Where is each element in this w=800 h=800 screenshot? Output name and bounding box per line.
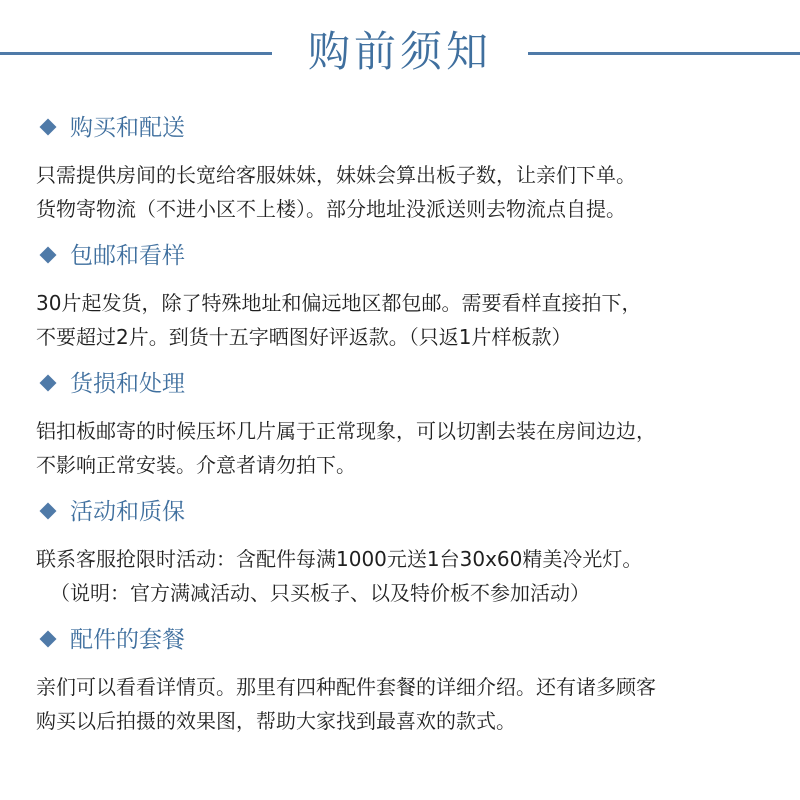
section-body [0,542,800,610]
body-line: 不影响正常安装。介意者请勿拍下。 [36,453,356,477]
body-line: 只需提供房间的长宽给客服妹妹，妹妹会算出板子数，让亲们下单。 [36,163,636,187]
section-header [0,110,800,146]
section-title: 购买和配送 [70,115,185,141]
section-title: 配件的套餐 [70,627,185,653]
header-rule-right [528,52,800,55]
section-body [0,158,800,226]
body-line: 亲们可以看看详情页。那里有四种配件套餐的详细介绍。还有诸多顾客 [36,675,656,699]
section-header [0,622,800,658]
body-line: 购买以后拍摄的效果图，帮助大家找到最喜欢的款式。 [36,709,516,733]
section-header [0,366,800,402]
section-purchase-delivery [0,110,800,226]
header-rule-left [0,52,272,55]
diamond-bullet-icon [40,119,57,136]
section-title: 货损和处理 [70,371,185,397]
page-header [0,22,800,82]
section-promotion-warranty [0,494,800,610]
body-line: 铝扣板邮寄的时候压坏几片属于正常现象，可以切割去装在房间边边， [36,419,656,443]
diamond-bullet-icon [40,503,57,520]
body-line: 联系客服抢限时活动：含配件每满1000元送1台30x60精美冷光灯。 [36,547,643,571]
body-line: 货物寄物流（不进小区不上楼）。部分地址没派送则去物流点自提。 [36,197,626,221]
section-body [0,286,800,354]
section-shipping-samples [0,238,800,354]
diamond-bullet-icon [40,631,57,648]
section-title: 包邮和看样 [70,243,185,269]
notice-list [0,110,800,750]
section-header [0,238,800,274]
section-body [0,414,800,482]
section-title: 活动和质保 [70,499,185,525]
body-line: 不要超过2片。到货十五字晒图好评返款。（只返1片样板款） [36,325,572,349]
section-damage-handling [0,366,800,482]
diamond-bullet-icon [40,375,57,392]
diamond-bullet-icon [40,247,57,264]
section-body [0,670,800,738]
section-accessory-packages [0,622,800,738]
section-header [0,494,800,530]
page-title: 购前须知 [307,27,492,76]
body-line: （说明：官方满减活动、只买板子、以及特价板不参加活动） [50,581,590,605]
body-line: 30片起发货，除了特殊地址和偏远地区都包邮。需要看样直接拍下， [36,291,642,315]
